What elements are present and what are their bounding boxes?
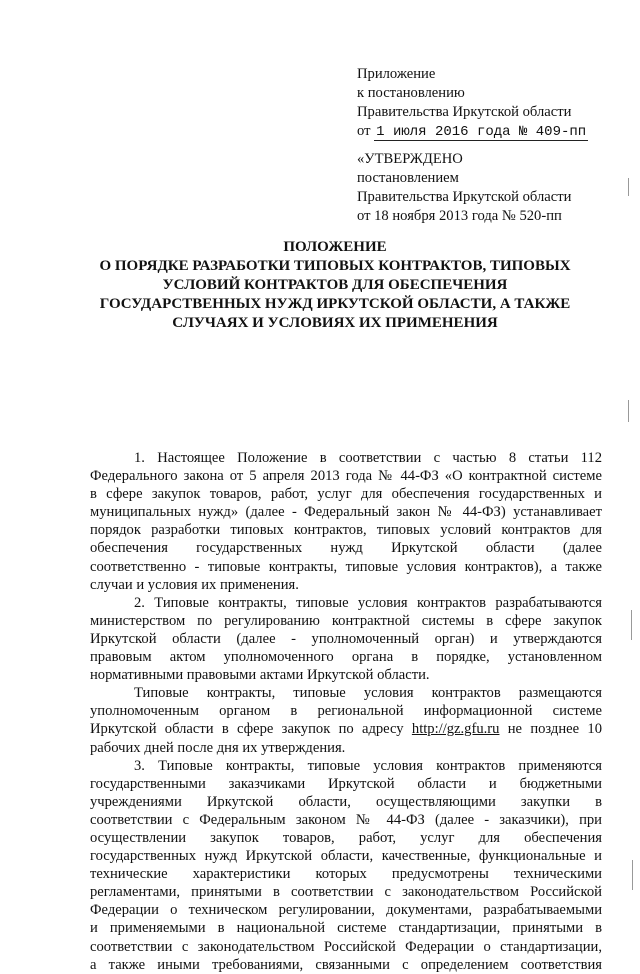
title-line: УСЛОВИЙ КОНТРАКТОВ ДЛЯ ОБЕСПЕЧЕНИЯ	[162, 277, 508, 293]
approved-line: постановлением	[357, 170, 459, 186]
paragraph-line: учреждениями Иркутской области, осуществляющими закупки в	[90, 793, 602, 810]
paragraph-line: в сфере закупок товаров, работ, услуг для обеспечения государственных и	[90, 486, 602, 503]
title-line: ПОЛОЖЕНИЕ	[283, 239, 387, 255]
approved-line: от 18 ноября 2013 года № 520-пп	[357, 208, 562, 224]
paragraph-line: Федерального закона от 5 апреля 2013 года № 44-ФЗ «О контрактной системе	[90, 468, 602, 485]
paragraph-line: обеспечения государственных нужд Иркутской области (далее	[90, 540, 602, 557]
paragraph-line: Типовые контракты, типовые условия контрактов размещаются	[134, 685, 602, 702]
appendix-date-line	[357, 122, 588, 142]
paragraph-line: Федерации о техническом регулировании, документами, разрабатываемыми	[90, 902, 602, 919]
paragraph-line: правовым актом уполномоченного органа в порядке, установленном	[90, 649, 602, 666]
paragraph-line: технические характеристики которых предусмотрены техническими	[90, 866, 602, 883]
paragraph-line: 2. Типовые контракты, типовые условия контрактов разрабатываются	[134, 594, 602, 611]
paragraph-line: Иркутской области (далее - уполномоченный орган) и утверждаются	[90, 630, 602, 647]
scan-artifact	[631, 610, 632, 640]
paragraph-text: Иркутской области в сфере закупок по адресу	[90, 721, 404, 738]
appendix-line: Правительства Иркутской области	[357, 104, 572, 120]
appendix-line: к постановлению	[357, 85, 465, 101]
title-line: ГОСУДАРСТВЕННЫХ НУЖД ИРКУТСКОЙ ОБЛАСТИ, А ТАКЖЕ	[99, 296, 571, 312]
document-title	[70, 238, 600, 333]
paragraph-text: не позднее 10	[507, 721, 602, 738]
approved-line: «УТВЕРЖДЕНО	[357, 151, 463, 167]
approved-header	[357, 150, 571, 226]
approved-line: Правительства Иркутской области	[357, 189, 572, 205]
paragraph-line: нормативными правовыми актами Иркутской области.	[90, 667, 430, 684]
paragraph-line: и применяемыми в национальной системе стандартизации, принятыми в	[90, 920, 602, 937]
paragraph-line: государственных нужд Иркутской области, качественные, функциональные и	[90, 848, 602, 865]
appendix-header	[357, 65, 588, 142]
scan-artifact	[628, 178, 629, 196]
appendix-typed-date: 1 июля 2016 года № 409-пп	[376, 124, 587, 140]
paragraph-line: осуществлении закупок товаров, работ, услуг для обеспечения	[90, 829, 602, 846]
paragraph-line: уполномоченным органом в региональной информационной системе	[90, 703, 602, 720]
paragraph-line: соответственно - типовые контракты, типовые условия контрактов), а также	[90, 558, 602, 575]
appendix-line: Приложение	[357, 66, 436, 82]
paragraph-line-with-link	[90, 720, 602, 738]
paragraph-line: порядок разработки типовых контрактов, типовых условий контрактов для	[90, 522, 602, 539]
document-body	[90, 449, 602, 974]
title-line: СЛУЧАЯХ И УСЛОВИЯХ ИХ ПРИМЕНЕНИЯ	[172, 315, 498, 331]
paragraph-line: рабочих дней после дня их утверждения.	[90, 739, 346, 756]
paragraph-line: министерством по регулированию контрактной системы в сфере закупок	[90, 612, 602, 629]
scan-artifact	[632, 860, 633, 890]
website-link[interactable]: http://gz.gfu.ru	[411, 721, 500, 738]
paragraph-line: регламентами, принятыми в соответствии с законодательством Российской	[90, 884, 602, 901]
paragraph-line: а также иными требованиями, связанными с определением соответствия	[90, 956, 602, 973]
paragraph-line: случаи и условия их применения.	[90, 576, 299, 593]
paragraph-line: муниципальных нужд» (далее - Федеральный закон № 44-ФЗ) устанавливает	[90, 504, 602, 521]
paragraph-line: 3. Типовые контракты, типовые условия контрактов применяются	[134, 757, 602, 774]
paragraph-line: соответствии с законодательством Российской Федерации о стандартизации,	[90, 938, 602, 955]
scan-artifact	[628, 400, 629, 422]
paragraph-line: государственными заказчиками Иркутской области и бюджетными	[90, 775, 602, 792]
title-line: О ПОРЯДКЕ РАЗРАБОТКИ ТИПОВЫХ КОНТРАКТОВ, ТИПОВЫХ	[99, 258, 571, 274]
paragraph-line: 1. Настоящее Положение в соответствии с частью 8 статьи 112	[134, 450, 602, 466]
appendix-date-prefix: от	[357, 123, 371, 139]
paragraph-line: соответствии с Федеральным законом № 44-ФЗ (далее - заказчики), при	[90, 811, 602, 828]
